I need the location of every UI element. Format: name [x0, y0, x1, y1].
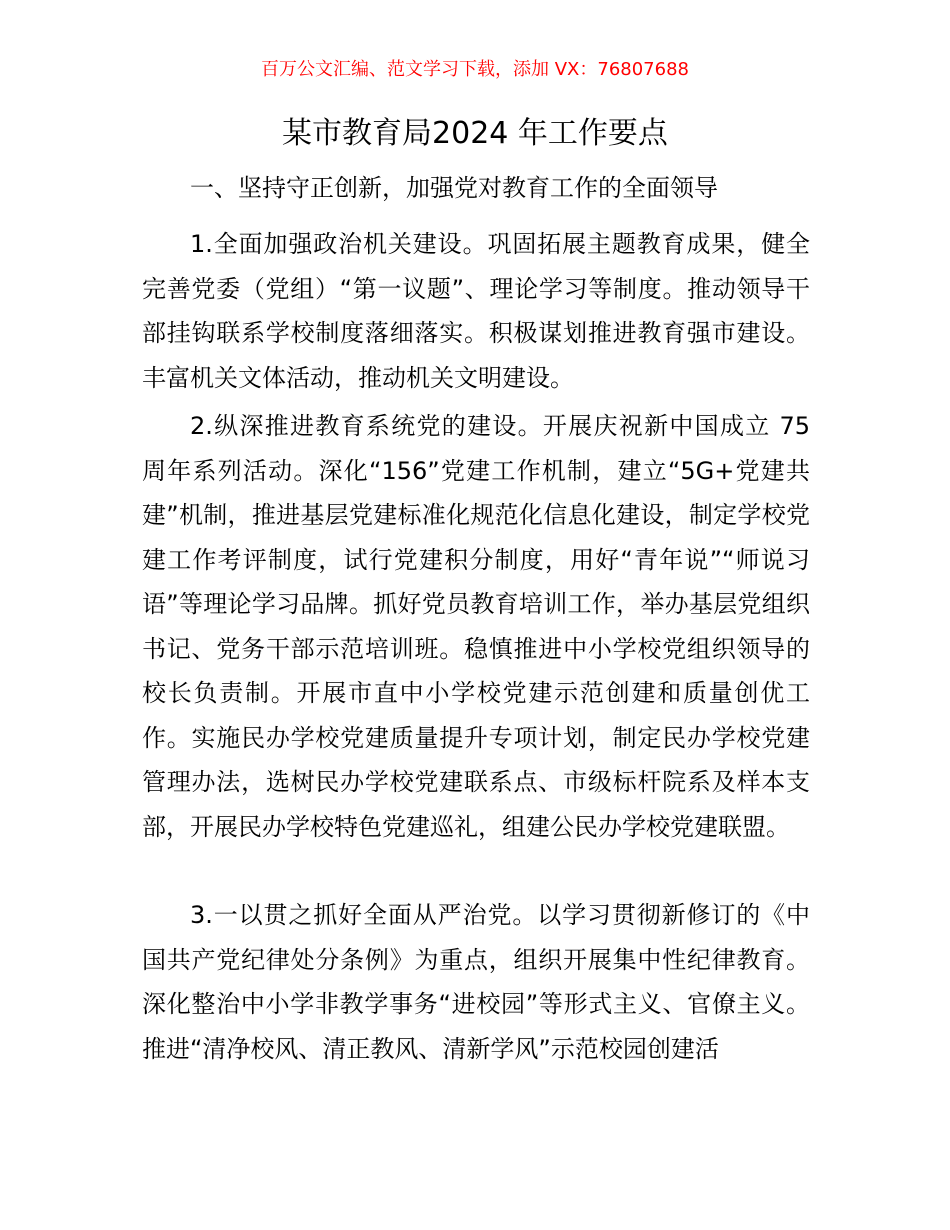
- paragraph-2: 2.纵深推进教育系统党的建设。开展庆祝新中国成立 75 周年系列活动。深化“156”党建工作机制，建立“5G+党建共建”机制，推进基层党建标准化规范化信息化建设，制定学校党建工作考评制度，试行党建积分制度，用好“青年说”“师说习语”等理论学习品牌。抓好党员教育培训工作，举办基层党组织书记、党务干部示范培训班。稳慎推进中小学校党组织领导的校长负责制。开展市直中小学校党建示范创建和质量创优工作。实施民办学校党建质量提升专项计划，制定民办学校党建管理办法，选树民办学校党建联系点、市级标杆院系及样本支部，开展民办学校特色党建巡礼，组建公民办学校党建联盟。: [142, 412, 810, 841]
- header-watermark-note: 百万公文汇编、范文学习下载，添加 VX：76807688: [261, 59, 689, 80]
- document-title: 某市教育局2024 年工作要点: [282, 116, 668, 151]
- paragraph-3: 3.一以贯之抓好全面从严治党。以学习贯彻新修订的《中国共产党纪律处分条例》为重点，组织开展集中性纪律教育。深化整治中小学非教学事务“进校园”等形式主义、官僚主义。推进“清净校风、清正教风、清新学风”示范校园创建活: [142, 901, 810, 1063]
- paragraph-1: 1.全面加强政治机关建设。巩固拓展主题教育成果，健全完善党委（党组）“第一议题”、理论学习等制度。推动领导干部挂钩联系学校制度落细落实。积极谋划推进教育强市建设。丰富机关文体活动，推动机关文明建设。: [142, 230, 810, 392]
- section-heading: 一、坚持守正创新，加强党对教育工作的全面领导: [190, 174, 718, 202]
